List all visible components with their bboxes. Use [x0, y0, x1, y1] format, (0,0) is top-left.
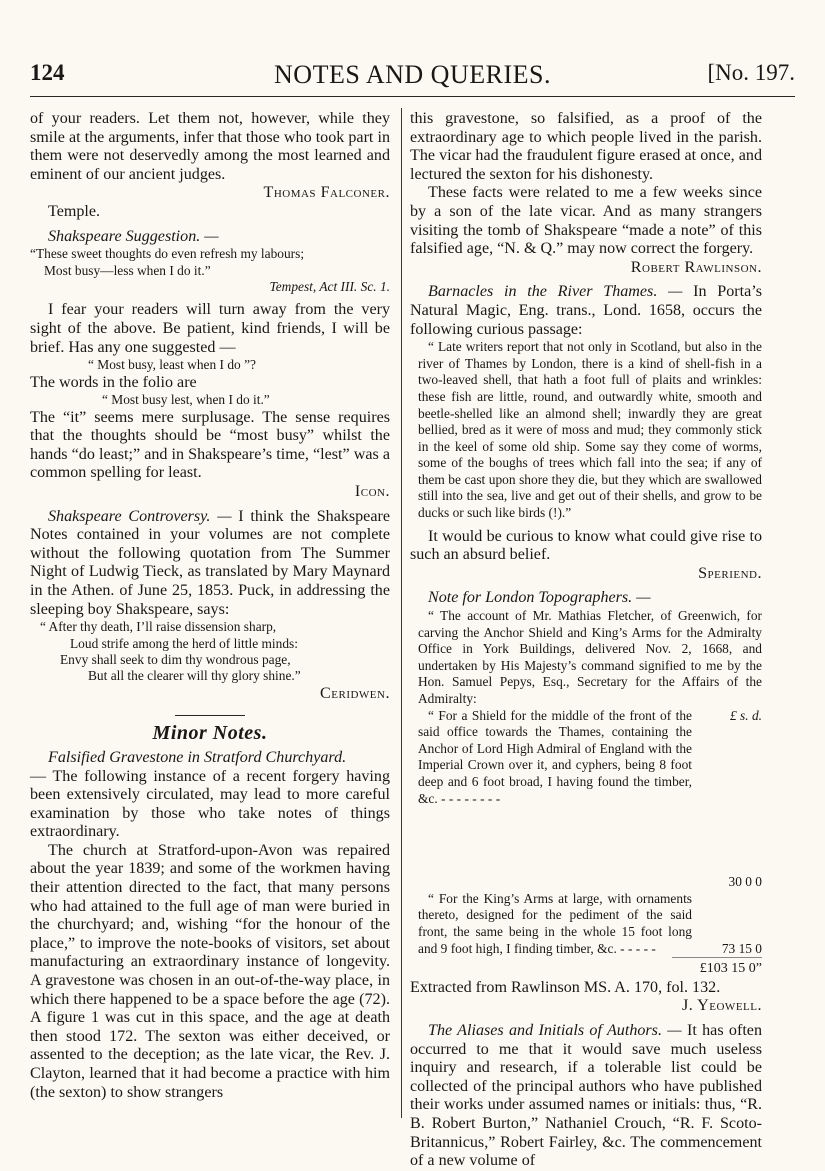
paragraph: The church at Stratford-upon-Avon was repaired about the year 1839; and some of the workmen having their attention directed to the fact, that many persons who had attained to the full age of man were buried in the churchyard; and, wishing “for the honour of the place,” to improve the note-books of visitors, set about manufacturing an extraordinary instance of longevity. A gravestone was chosen in an out-of-the-way place, in which there happened to be a space before the age (72). A figure 1 was cut in this space, and the age at death then stood 172. The sexton was either deceived, or assented to the deception; as the late vicar, the Rev. J. Clayton, learned that it had become a practice with him (the sexton) to show strangers: [30, 841, 390, 1101]
paragraph: It has often occurred to me that it would save much useless inquiry and research, if a tolerable list could be collected of the principal authors who have published their works under assumed names or initials: thus, “R. B. Robert Burton,” Nathaniel Crouch, “R. F. Scoto-Britannicus,” Robert Fairley, &c. The commencement of a new volume of: [410, 1021, 762, 1170]
note-heading: Shakspeare Controversy. —: [48, 507, 232, 525]
verse-line: But all the clearer will thy glory shine.”: [88, 668, 301, 684]
page-number: 124: [30, 60, 65, 85]
quote-line: Most busy—less when I do it.”: [44, 262, 211, 278]
section-heading: Minor Notes.: [152, 722, 268, 745]
signature: J. Yeowell.: [681, 997, 762, 1015]
paragraph: Extracted from Rawlinson MS. A. 170, fol. 132.: [410, 978, 721, 996]
quote-line: “ Most busy lest, when I do it.”: [102, 392, 270, 408]
account-amount: 30 0 0: [728, 874, 762, 890]
quote-line: “ Most busy, least when I do ”?: [88, 357, 256, 373]
signature: Ceridwen.: [320, 684, 390, 702]
quote-citation: Tempest, Act III. Sc. 1.: [269, 278, 390, 294]
account-table: [410, 708, 762, 891]
verse-line: Loud strife among the herd of little minds:: [70, 635, 298, 651]
account-item: “ For a Shield for the middle of the front of the said office towards the Thames, containing the Anchor of Lord High Admiral of England with the Imperial Crown over it, and cyphers, being 8 foot deep and 6 foot broad, I having found the timber, &c. - - - - - - - -: [418, 707, 692, 806]
issue-number: [No. 197.: [707, 60, 795, 85]
block-quote: “ Late writers report that not only in Scotland, but also in the river of Thames by London, there is a kind of shell-fish in a two-leaved shell, that hath a foot full of plaits and wrinkles: these fish are little, round, and outwardly white, smooth and beetle-shelled like an almond shell; inwardly they are great bellied, bred as it were of moss and mud; they commonly stick in the keel of some old ship. Some say they come of worms, some of the boughs of trees which fall into the sea; if any of them be cast upon shore they die, but they which are swallowed still into the sea, live and get out of their shells, and grow to be ducks or such like birds (!).”: [418, 339, 762, 521]
header-rule: [30, 96, 795, 97]
paragraph: It would be curious to know what could give rise to such an absurd belief.: [410, 527, 762, 564]
signature: Thomas Falconer.: [263, 184, 390, 202]
block-quote: “ The account of Mr. Mathias Fletcher, of Greenwich, for carving the Anchor Shield and King’s Arms for the Admiralty Office in York Buildings, delivered Nov. 2, 1668, and undertaken by His Majesty’s command signified to me by the Hon. Samuel Pepys, Esq., Secretary for the Affairs of the Admiralty:: [418, 608, 762, 706]
place: Temple.: [48, 202, 101, 220]
column-rule: [401, 108, 402, 1118]
note-heading: The Aliases and Initials of Authors. —: [428, 1021, 682, 1039]
right-column: [410, 110, 762, 1171]
note-heading: Barnacles in the River Thames. —: [428, 283, 683, 301]
paragraph: The “it” seems mere surplusage. The sense requires that the thoughts should be “most busy” whilst the hands “do least;” and in Shakspeare’s time, “lest” was a common spelling for least.: [30, 408, 390, 482]
note-heading: Shakspeare Suggestion. —: [48, 227, 219, 245]
account-amount-column: [692, 708, 762, 891]
paragraph: of your readers. Let them not, however, while they smile at the arguments, infer that those who took part in them were not deservedly among the most learned and eminent of our ancient judges.: [30, 110, 390, 183]
paragraph: this gravestone, so falsified, as a proof of the extraordinary age to which people lived in the parish. The vicar had the fraudulent figure erased at once, and lectured the sexton for his dishonesty.: [410, 110, 762, 183]
account-amount: 73 15 0: [721, 940, 762, 956]
signature: Robert Rawlinson.: [630, 258, 762, 276]
left-column: [30, 110, 390, 1102]
note-heading: Falsified Gravestone in Stratford Churchyard.: [48, 748, 347, 766]
paragraph: — The following instance of a recent forgery having been extensively circulated, may lead to more careful examination by those who take notes of things extraordinary.: [30, 767, 390, 841]
account-item: “ For the King’s Arms at large, with ornaments thereto, designed for the pediment of the said front, the same being in the whole 15 foot long and 9 foot high, I finding timber, &c. - - - - -: [418, 890, 692, 956]
verse-line: Envy shall seek to dim thy wondrous page,: [60, 651, 291, 667]
running-header: [30, 60, 795, 100]
signature: Speriend.: [698, 564, 762, 582]
paragraph: The words in the folio are: [30, 373, 197, 391]
section-divider: [175, 715, 245, 716]
paragraph: I fear your readers will turn away from the very sight of the above. Be patient, kind friends, I will be brief. Has any one suggested —: [30, 301, 390, 356]
lsd-header: £ s. d.: [730, 707, 762, 723]
quote-line: “These sweet thoughts do even refresh my labours;: [30, 246, 305, 262]
signature: Icon.: [354, 482, 390, 500]
paragraph: These facts were related to me a few weeks since by a son of the late vicar. And as many strangers visiting the tomb of Shakspeare “made a note” of this falsified age, “N. & Q.” may now correct the forgery.: [410, 184, 762, 258]
account-total: £103 15 0”: [672, 957, 762, 979]
verse-line: “ After thy death, I’ll raise dissension sharp,: [40, 619, 277, 635]
note-heading: Note for London Topographers. —: [428, 589, 651, 607]
paragraph: In Porta’s Natural Magic, Eng. trans., Lond. 1658, occurs the following curious passage:: [410, 283, 763, 338]
journal-title: NOTES AND QUERIES.: [274, 60, 551, 89]
account-row: [410, 891, 762, 957]
paragraph: I think the Shakspeare Notes contained in your volumes are not complete without the following quotation from The Summer Night of Ludwig Tieck, as translated by Mary Maynard in the Athen. of June 25, 1853. Puck, in addressing the sleeping boy Shakspeare, says:: [30, 507, 390, 618]
